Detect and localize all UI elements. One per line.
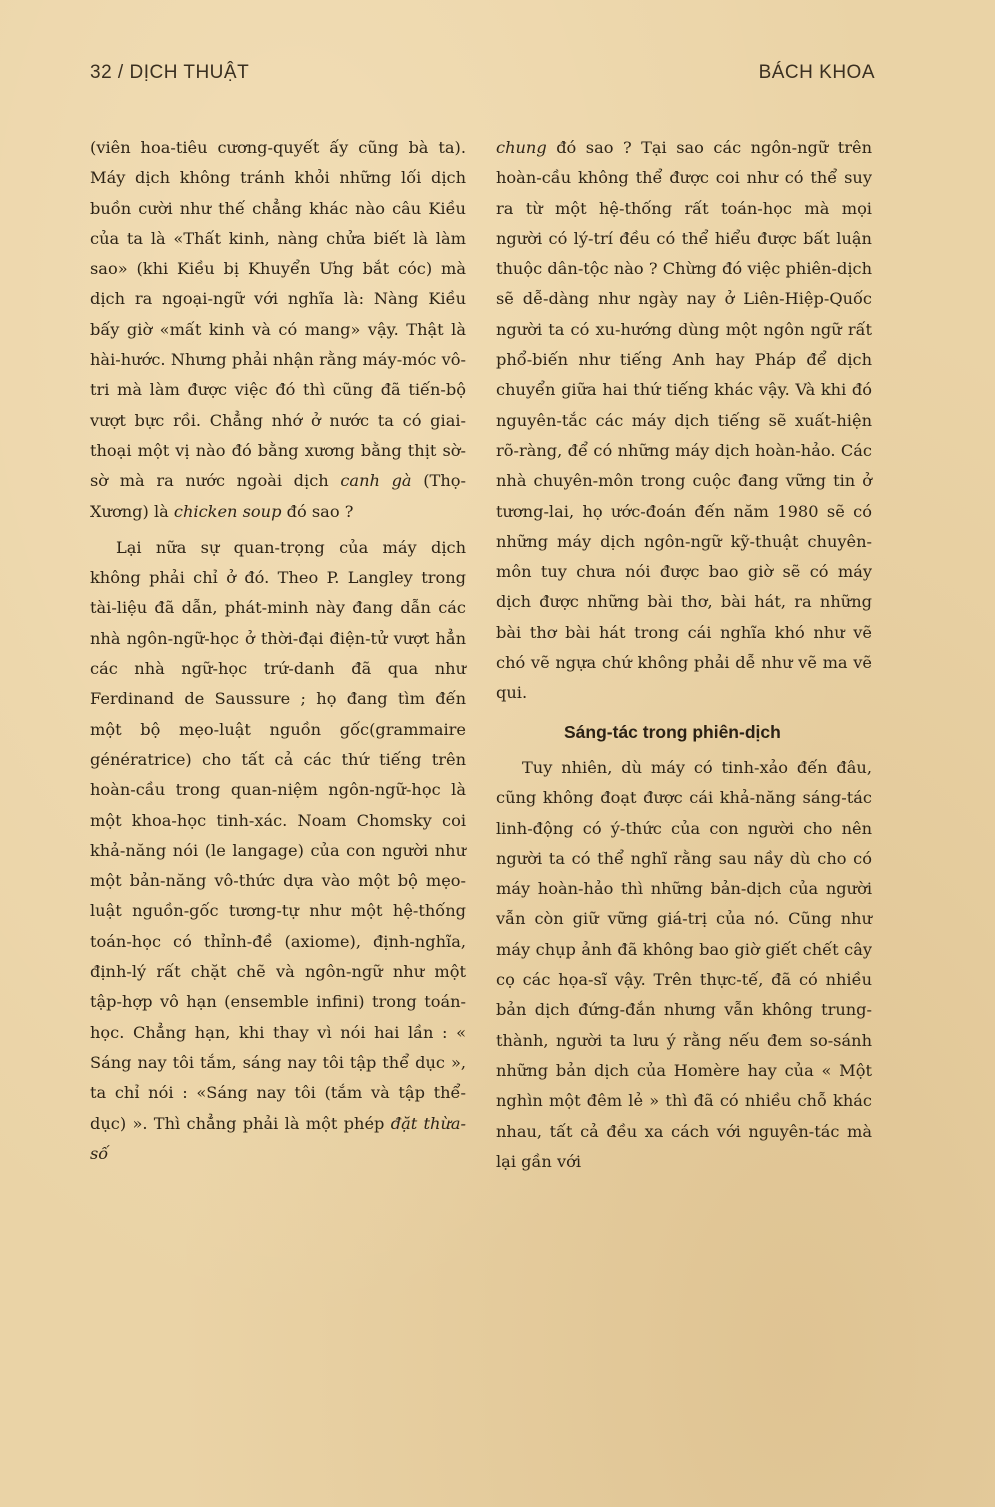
left-p1-mid: (Thọ-Xương) là: [90, 471, 466, 521]
left-paragraph-1: [90, 133, 466, 527]
right-paragraph-1: [496, 133, 872, 709]
right-p2-text: Tuy nhiên, dù máy có tinh-xảo đến đâu, cũng không đoạt được cái khả-năng sáng-tác linh-động có ý-thức của con người cho nên người ta có thể nghĩ rằng sau nầy dù cho có máy hoàn-hảo thì những bản-dịch của người vẫn còn giữ vững giá-trị của nó. Cũng như máy chụp ảnh đã không bao giờ giết chết cây cọ các họa-sĩ vậy. Trên thực-tế, đã có nhiều bản dịch đứng-đắn nhưng vẫn không trung-thành, người ta lưu ý rằng nếu đem so-sánh những bản dịch của Homère hay của « Một nghìn một đêm lẻ » thì đã có nhiều chỗ khác nhau, tất cả đều xa cách với nguyên-tác mà lại gần với: [496, 757, 872, 1171]
left-p2-text: Lại nữa sự quan-trọng của máy dịch không phải chỉ ở đó. Theo P. Langley trong tài-liệu đã dẫn, phát-minh này đang dẫn các nhà ngôn-ngữ-học ở thời-đại điện-tử vượt hẳn các nhà ngữ-học trứ-danh đã qua như Ferdinand de Saussure ; họ đang tìm đến một bộ mẹo-luật nguồn gốc(grammaire génératrice) cho tất cả các thứ tiếng trên hoàn-cầu trong quan-niệm ngôn-ngữ-học là một khoa-học tinh-xác. Noam Chomsky coi khả-năng nói (le langage) của con người như một bản-năng vô-thức dựa vào một bộ mẹo-luật nguồn-gốc tương-tự như một hệ-thống toán-học có thỉnh-đề (axiome), định-nghĩa, định-lý rất chặt chẽ và ngôn-ngữ như một tập-hợp vô hạn (ensemble infini) trong toán-học. Chẳng hạn, khi thay vì nói hai lần : « Sáng nay tôi tắm, sáng nay tôi tập thể dục », ta chỉ nói : «Sáng nay tôi (tắm và tập thể-dục) ». Thì chẳng phải là một phép: [90, 537, 466, 1133]
left-paragraph-2: [90, 533, 466, 1169]
left-column: [90, 133, 466, 1169]
left-p1-italic-1: canh gà: [340, 471, 412, 491]
right-column: [496, 133, 872, 1177]
right-p1-italic: chung: [496, 138, 547, 157]
left-p2-italic: đặt thừa-số: [90, 1113, 466, 1163]
header-page-number-section: 32 / DỊCH THUẬT: [90, 62, 250, 83]
header-magazine-title: BÁCH KHOA: [758, 62, 875, 83]
section-heading: Sáng-tác trong phiên-dịch: [564, 721, 781, 742]
page-header: [90, 62, 875, 92]
right-paragraph-2: [496, 753, 872, 1177]
left-p1-text: (viên hoa-tiêu cương-quyết ấy cũng bà ta). Máy dịch không tránh khỏi những lối dịch buồn cười như thế chẳng khác nào câu Kiều của ta là «Thất kinh, nàng chửa biết là làm sao» (khi Kiều bị Khuyển Ưng bắt cóc) mà dịch ra ngoại-ngữ với nghĩa là: Nàng Kiều bấy giờ «mất kinh và có mang» vậy. Thật là hài-hước. Nhưng phải nhận rằng máy-móc vô-tri mà làm được việc đó thì cũng đã tiến-bộ vượt bực rồi. Chẳng nhớ ở nước ta có giai-thoại một vị nào đó bằng xương bằng thịt sờ-sờ mà ra nước ngoài dịch: [90, 138, 466, 491]
left-p1-italic-2: chicken soup: [173, 501, 282, 521]
right-p1-text: đó sao ? Tại sao các ngôn-ngữ trên hoàn-cầu không thể được coi như có thể suy ra từ một hệ-thống rất toán-học mà mọi người có lý-trí đều có thể hiểu được bất luận thuộc dân-tộc nào ? Chừng đó việc phiên-dịch sẽ dễ-dàng như ngày nay ở Liên-Hiệp-Quốc người ta có xu-hướng dùng một ngôn ngữ rất phổ-biến như tiếng Anh hay Pháp để dịch chuyển giữa hai thứ tiếng khác vậy. Và khi đó nguyên-tắc các máy dịch tiếng sẽ xuất-hiện rõ-ràng, để có những máy dịch hoàn-hảo. Các nhà chuyên-môn trong cuộc đang vững tin ở tương-lai, họ ước-đoán đến năm 1980 sẽ có những máy dịch ngôn-ngữ kỹ-thuật chuyên-môn tuy chưa nói được bao giờ sẽ có máy dịch được những bài thơ, bài hát, ra những bài thơ bài hát trong cái nghĩa khó như vẽ chó vẽ ngựa chứ không phải dễ như vẽ ma vẽ qui.: [496, 138, 872, 703]
left-p1-end: đó sao ?: [281, 501, 354, 521]
